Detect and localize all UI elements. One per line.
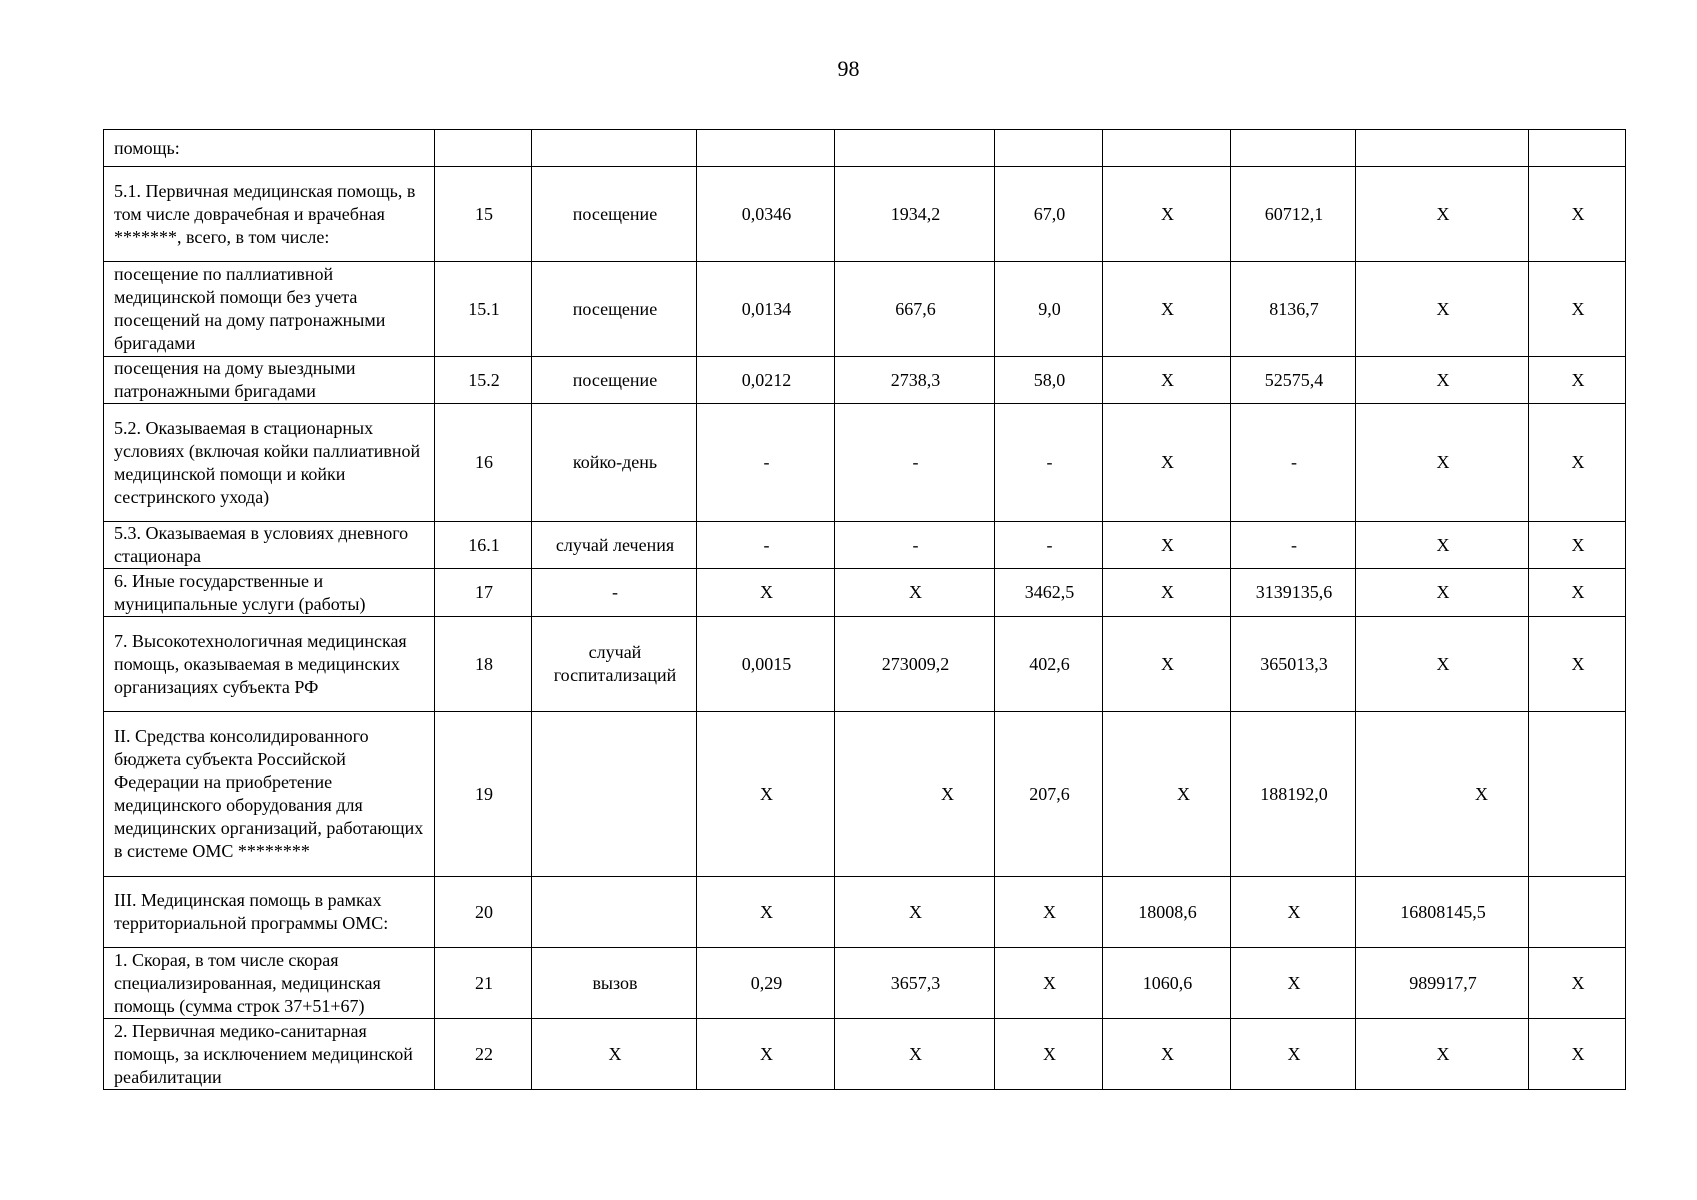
row-code: 15.2 (435, 357, 532, 404)
cell: 0,0134 (697, 262, 835, 357)
cell: 60712,1 (1231, 167, 1356, 262)
row-name: помощь: (104, 130, 435, 167)
row-code (435, 130, 532, 167)
cell: Х (1356, 712, 1529, 877)
row-code: 19 (435, 712, 532, 877)
cell: Х (995, 948, 1103, 1019)
row-unit: посещение (532, 357, 697, 404)
cell: Х (1356, 617, 1529, 712)
cell (697, 130, 835, 167)
cell: 16808145,5 (1356, 877, 1529, 948)
cell: Х (1231, 1019, 1356, 1090)
cell: Х (1231, 948, 1356, 1019)
cell: Х (1103, 712, 1231, 877)
cell: Х (1356, 569, 1529, 617)
cell: 3462,5 (995, 569, 1103, 617)
cell: 0,0212 (697, 357, 835, 404)
cell: 207,6 (995, 712, 1103, 877)
cell: - (835, 404, 995, 522)
cell (1231, 130, 1356, 167)
table-row (104, 404, 1626, 522)
table-row (104, 877, 1626, 948)
cell: Х (1529, 569, 1626, 617)
row-code: 15.1 (435, 262, 532, 357)
cell: Х (697, 712, 835, 877)
row-unit: случай госпитализаций (532, 617, 697, 712)
cell: 3657,3 (835, 948, 995, 1019)
cell: 67,0 (995, 167, 1103, 262)
row-name: 1. Скорая, в том числе скорая специализированная, медицинская помощь (сумма строк 37+51+67) (104, 948, 435, 1019)
cell: 58,0 (995, 357, 1103, 404)
data-table (103, 129, 1626, 1090)
row-code: 15 (435, 167, 532, 262)
cell: Х (697, 1019, 835, 1090)
row-code: 22 (435, 1019, 532, 1090)
row-unit: посещение (532, 167, 697, 262)
cell: Х (1231, 877, 1356, 948)
cell: - (697, 404, 835, 522)
row-name: посещение по паллиативной медицинской помощи без учета посещений на дому патронажными бригадами (104, 262, 435, 357)
row-code: 21 (435, 948, 532, 1019)
row-code: 16.1 (435, 522, 532, 569)
cell: 1934,2 (835, 167, 995, 262)
cell (1103, 130, 1231, 167)
row-unit: Х (532, 1019, 697, 1090)
cell: 0,29 (697, 948, 835, 1019)
row-unit (532, 712, 697, 877)
cell: 3139135,6 (1231, 569, 1356, 617)
row-name: II. Средства консолидированного бюджета субъекта Российской Федерации на приобретение медицинского оборудования для медицинских организаций, работающих в системе ОМС ******** (104, 712, 435, 877)
row-name: 2. Первичная медико-санитарная помощь, за исключением медицинской реабилитации (104, 1019, 435, 1090)
table-row (104, 167, 1626, 262)
row-unit (532, 130, 697, 167)
cell: Х (1529, 404, 1626, 522)
row-unit: койко-день (532, 404, 697, 522)
cell: 8136,7 (1231, 262, 1356, 357)
cell: Х (1103, 404, 1231, 522)
cell: Х (697, 569, 835, 617)
row-name: посещения на дому выездными патронажными бригадами (104, 357, 435, 404)
cell: 188192,0 (1231, 712, 1356, 877)
cell: Х (1529, 262, 1626, 357)
row-code: 16 (435, 404, 532, 522)
row-name: 5.2. Оказываемая в стационарных условиях (включая койки паллиативной медицинской помощи и койки сестринского ухода) (104, 404, 435, 522)
cell: 365013,3 (1231, 617, 1356, 712)
cell: Х (1103, 357, 1231, 404)
cell: Х (1103, 262, 1231, 357)
cell: Х (995, 1019, 1103, 1090)
row-name: 6. Иные государственные и муниципальные услуги (работы) (104, 569, 435, 617)
row-unit: посещение (532, 262, 697, 357)
cell: - (697, 522, 835, 569)
cell: - (1231, 522, 1356, 569)
cell (1356, 130, 1529, 167)
row-name: 5.3. Оказываемая в условиях дневного стационара (104, 522, 435, 569)
cell: Х (1529, 167, 1626, 262)
table-row (104, 948, 1626, 1019)
page-number: 98 (837, 56, 860, 81)
cell: 1060,6 (1103, 948, 1231, 1019)
row-name: 5.1. Первичная медицинская помощь, в том числе доврачебная и врачебная *******, всего, в том числе: (104, 167, 435, 262)
table-row (104, 357, 1626, 404)
cell: Х (1103, 1019, 1231, 1090)
row-code: 20 (435, 877, 532, 948)
table-row (104, 522, 1626, 569)
cell (1529, 877, 1626, 948)
cell: - (835, 522, 995, 569)
cell: Х (835, 1019, 995, 1090)
row-unit (532, 877, 697, 948)
row-unit: - (532, 569, 697, 617)
cell: Х (1356, 1019, 1529, 1090)
cell: 402,6 (995, 617, 1103, 712)
cell: Х (1529, 357, 1626, 404)
cell: 0,0346 (697, 167, 835, 262)
cell: Х (1103, 522, 1231, 569)
cell: Х (1356, 522, 1529, 569)
cell: - (1231, 404, 1356, 522)
cell: Х (995, 877, 1103, 948)
cell: Х (1529, 522, 1626, 569)
cell: Х (835, 877, 995, 948)
table-row (104, 262, 1626, 357)
cell: Х (1103, 167, 1231, 262)
cell: 989917,7 (1356, 948, 1529, 1019)
table-row (104, 1019, 1626, 1090)
cell (1529, 130, 1626, 167)
cell: Х (697, 877, 835, 948)
row-unit: вызов (532, 948, 697, 1019)
cell (835, 130, 995, 167)
row-name: 7. Высокотехнологичная медицинская помощь, оказываемая в медицинских организациях субъекта РФ (104, 617, 435, 712)
cell: Х (1356, 167, 1529, 262)
cell: - (995, 522, 1103, 569)
cell (1529, 712, 1626, 877)
cell: 18008,6 (1103, 877, 1231, 948)
cell: Х (835, 712, 995, 877)
table-row (104, 712, 1626, 877)
cell: 273009,2 (835, 617, 995, 712)
cell: Х (835, 569, 995, 617)
cell: Х (1529, 617, 1626, 712)
cell: Х (1356, 404, 1529, 522)
cell: Х (1103, 569, 1231, 617)
cell: Х (1529, 1019, 1626, 1090)
row-code: 17 (435, 569, 532, 617)
cell: Х (1356, 357, 1529, 404)
row-name: III. Медицинская помощь в рамках территориальной программы ОМС: (104, 877, 435, 948)
table-row (104, 569, 1626, 617)
row-code: 18 (435, 617, 532, 712)
table-row (104, 130, 1626, 167)
cell: - (995, 404, 1103, 522)
cell: 0,0015 (697, 617, 835, 712)
cell: Х (1529, 948, 1626, 1019)
cell: 2738,3 (835, 357, 995, 404)
cell: 9,0 (995, 262, 1103, 357)
row-unit: случай лечения (532, 522, 697, 569)
cell: Х (1356, 262, 1529, 357)
cell: 52575,4 (1231, 357, 1356, 404)
cell: Х (1103, 617, 1231, 712)
cell: 667,6 (835, 262, 995, 357)
table-row (104, 617, 1626, 712)
cell (995, 130, 1103, 167)
